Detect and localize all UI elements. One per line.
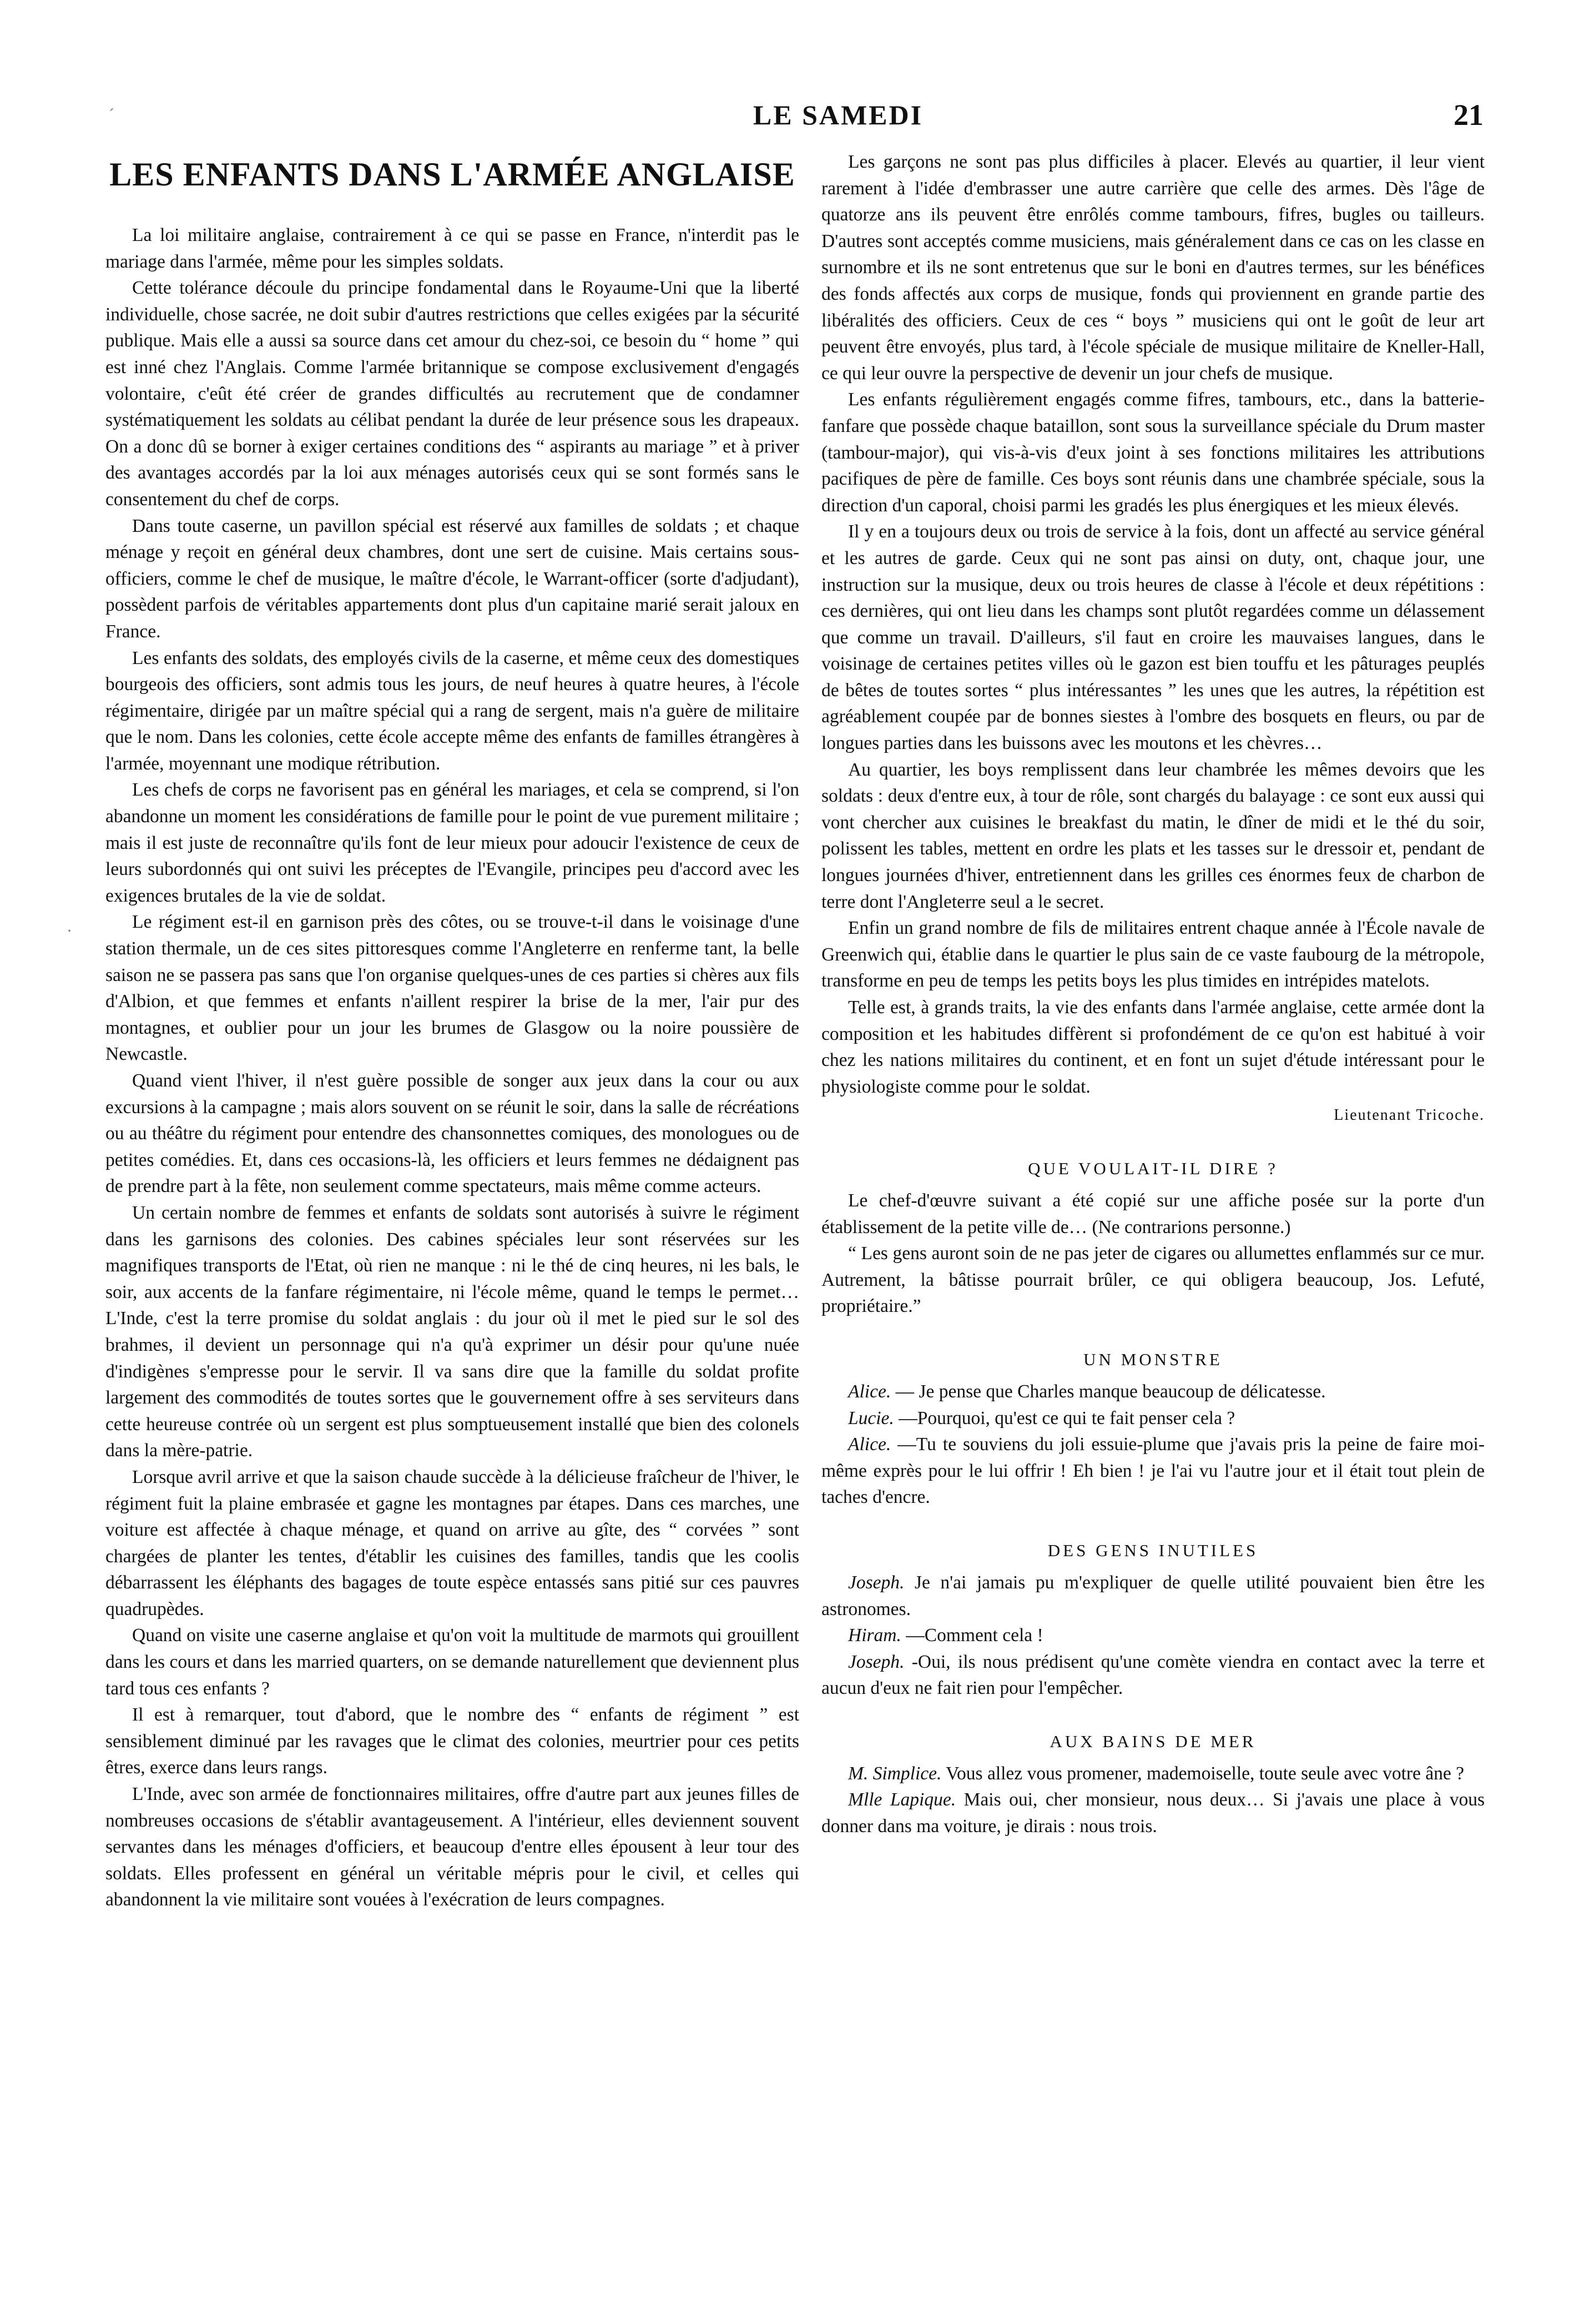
dialogue-line	[821, 1431, 1485, 1511]
speaker-name: Hiram.	[848, 1625, 901, 1646]
speaker-name: Joseph.	[848, 1572, 905, 1593]
dialogue-text: — Je pense que Charles manque beaucoup de délicatesse.	[891, 1381, 1326, 1402]
article-paragraph: Les chefs de corps ne favorisent pas en général les mariages, et cela se comprend, si l'on abandonne un moment les considérations de famille pour le point de vue purement militaire ; mais il est juste de reconnaître qu'ils font de leur mieux pour adoucir l'existence de ceux de leurs subordonnés qui ont suivi les préceptes de l'Evangile, principes peu d'accord avec les exigences brutales de la vie de soldat.	[105, 779, 799, 906]
article-paragraph: Telle est, à grands traits, la vie des enfants dans l'armée anglaise, cette armée dont la composition et les habitudes diffèrent si profondément de ce qu'on est habitué à voir chez les nations militaires du continent, et en font un sujet d'étude intéressant pour le physiologiste comme pour le soldat.	[821, 997, 1485, 1097]
left-column	[105, 150, 799, 1913]
section-title-que-voulait-il-dire: QUE VOULAIT-IL DIRE ?	[1028, 1158, 1278, 1178]
page-number: 21	[1454, 98, 1484, 132]
article-paragraph: Le régiment est-il en garnison près des côtes, ou se trouve-t-il dans le voisinage d'une station thermale, un de ces sites pittoresques comme l'Angleterre en renferme tant, la belle saison ne se passera pas sans que l'on organise quelques-unes de ces parties si chères aux fils d'Albion, et que femmes et enfants n'aillent respirer la brise de la mer, l'air pur des montagnes, et oublier pour un jour les brumes de Glasgow ou la noire poussière de Newcastle.	[105, 912, 799, 1065]
section-paragraph: “ Les gens auront soin de ne pas jeter de cigares ou allumettes enflammés sur ce mur. Autrement, la bâtisse pourrait brûler, ce qui obligera beaucoup, Jos. Lefuté, propriétaire.”	[821, 1243, 1485, 1317]
dialogue-line	[821, 1760, 1485, 1787]
article-paragraph: Quand on visite une caserne anglaise et qu'on voit la multitude de marmots qui grouillent dans les cours et dans les married quarters, on se demande naturellement que deviennent plus tard tous ces enfants ?	[105, 1625, 799, 1699]
dialogue-line	[821, 1405, 1485, 1432]
article-paragraph: Un certain nombre de femmes et enfants de soldats sont autorisés à suivre le régiment dans les garnisons des colonies. Des cabines spéciales leur sont réservées sur les magnifiques transports de l'Etat, où rien ne manque : ni le thé de cinq heures, ni les bals, le soir, aux accents de la fanfare régimentaire, ni l'école même, quand le temps le permet… L'Inde, c'est la terre promise du soldat anglais : du jour où il met le pied sur le sol des brahmes, il devient un personnage qui n'a qu'à exprimer un désir pour qu'une nuée d'indigènes s'empresse pour le servir. Il va sans dire que la famille du soldat profite largement des commodités de toutes sortes que le gouvernement offre à ses serviteurs dans cette heureuse contrée où un sergent est plus somptueusement installé que bien des colonels dans la mère-patrie.	[105, 1202, 799, 1461]
article-paragraph: Quand vient l'hiver, il n'est guère possible de songer aux jeux dans la cour ou aux excursions à la campagne ; mais alors souvent on se réunit le soir, dans la salle de récréations ou au théâtre du régiment pour entendre des chansonnettes comiques, des monologues ou de petites comédies. Et, dans ces occasions-là, les officiers et leurs femmes ne dédaignent pas de prendre part à la fête, non seulement comme spectateurs, mais même comme acteurs.	[105, 1070, 799, 1197]
stray-mark: ´	[109, 105, 114, 124]
speaker-name: Lucie.	[848, 1407, 894, 1428]
dialogue-line	[821, 1649, 1485, 1702]
dialogue-text: —Pourquoi, qu'est ce qui te fait penser cela ?	[894, 1407, 1235, 1428]
stray-mark: ·	[67, 922, 72, 940]
article-title: LES ENFANTS DANS L'ARMÉE ANGLAISE	[109, 156, 795, 193]
dialogue-text: —Tu te souviens du joli essuie-plume que j'avais pris la peine de faire moi-même exprès pour le lui offrir ! Eh bien ! je l'ai vu l'autre jour et il était tout plein de taches d'encre.	[821, 1434, 1485, 1508]
dialogue-text: —Comment cela !	[901, 1625, 1043, 1646]
article-paragraph: Cette tolérance découle du principe fondamental dans le Royaume-Uni que la liberté individuelle, chose sacrée, ne doit subir d'autres restrictions que celles exigées par la sécurité publique. Mais elle a aussi sa source dans cet amour du chez-soi, ce besoin du “ home ” qui est inné chez l'Anglais. Comme l'armée britannique se compose exclusivement d'engagés volontaire, c'eût été créer de grandes difficultés au recrutement que de condamner systématiquement les soldats au célibat pendant la durée de leur présence sous les drapeaux. On a donc dû se borner à exiger certaines conditions des “ aspirants au mariage ” et à priver des avantages accordés par la loi aux ménages autorisés ceux qui se sont formés sans le consentement du chef de corps.	[105, 278, 799, 510]
article-signature: Lieutenant Tricoche.	[1334, 1106, 1485, 1124]
article-paragraph: Lorsque avril arrive et que la saison chaude succède à la délicieuse fraîcheur de l'hiver, le régiment fuit la plaine embrasée et gagne les montagnes par étapes. Dans ces marches, une voiture est affectée à chaque ménage, et quand on arrive au gîte, des “ corvées ” sont chargées de planter les tentes, d'établir les cuisines des familles, tandis que les coolis débarrassent les éléphants des bagages de toute espèce entassés sans pitié sur ces pauvres quadrupèdes.	[105, 1466, 799, 1619]
dialogue-text: Je n'ai jamais pu m'expliquer de quelle utilité pouvaient bien être les astronomes.	[821, 1572, 1485, 1619]
article-paragraph: Dans toute caserne, un pavillon spécial est réservé aux familles de soldats ; et chaque ménage y reçoit en général deux chambres, dont une sert de cuisine. Mais certains sous-officiers, comme le chef de musique, le maître d'école, le Warrant-officer (sorte d'adjudant), possèdent parfois de véritables appartements dont plus d'un capitaine marié serait jaloux en France.	[105, 515, 799, 642]
speaker-name: Joseph.	[848, 1651, 905, 1672]
section-title-un-monstre: UN MONSTRE	[1083, 1349, 1223, 1369]
article-paragraph: Les enfants des soldats, des employés civils de la caserne, et même ceux des domestiques bourgeois des officiers, sont admis tous les jours, de neuf heures à quatre heures, à l'école régimentaire, dirigée par un maître spécial qui a rang de sergent, mais n'a guère de militaire que le nom. Dans les colonies, cette école accepte même des enfants de familles étrangères à l'armée, moyennant une modique rétribution.	[105, 647, 799, 774]
section-title-des-gens-inutiles: DES GENS INUTILES	[1047, 1540, 1259, 1560]
dialogue-line	[821, 1787, 1485, 1839]
speaker-name: Alice.	[848, 1381, 891, 1402]
speaker-name: Alice.	[848, 1434, 891, 1455]
speaker-name: M. Simplice.	[848, 1763, 942, 1784]
right-column	[821, 149, 1485, 1840]
dialogue-text: -Oui, ils nous prédisent qu'une comète viendra en contact avec la terre et aucun d'eux ne fait rien pour l'empêcher.	[821, 1651, 1485, 1699]
article-paragraph: Il y en a toujours deux ou trois de service à la fois, dont un affecté au service général et les autres de garde. Ceux qui ne sont pas ainsi on duty, ont, chaque jour, une instruction sur la musique, deux ou trois heures de classe à l'école et deux répétitions : ces dernières, qui ont lieu dans les champs sont plutôt regardées comme un délassement que comme un travail. D'ailleurs, s'il faut en croire les mauvaises langues, dans le voisinage de certaines petites villes où le gazon est bien touffu et les pâturages peuplés de bêtes de toutes sortes “ plus intéressantes ” les unes que les autres, la répétition est agréablement coupée par de bonnes siestes à l'ombre des bosquets en fleurs, ou par de longues parties dans les buissons avec les moutons et les chèvres…	[821, 521, 1485, 754]
section-title-aux-bains-de-mer: AUX BAINS DE MER	[1050, 1731, 1257, 1751]
article-paragraph: Au quartier, les boys remplissent dans leur chambrée les mêmes devoirs que les soldats : deux d'entre eux, à tour de rôle, sont chargés du balayage : ce sont eux aussi qui vont chercher aux cuisines le breakfast du matin, le dîner de midi et le thé du soir, polissent les tables, mettent en ordre les plats et les tasses sur le dressoir et, pendant de longues journées d'hiver, entretiennent dans les grilles ces énormes feux de charbon de terre dont l'Angleterre seul a le secret.	[821, 759, 1485, 912]
article-paragraph: Enfin un grand nombre de fils de militaires entrent chaque année à l'École navale de Greenwich qui, établie dans le quartier le plus sain de ce vaste faubourg de la métropole, transforme en peu de temps les petits boys les plus timides en intrépides matelots.	[821, 918, 1485, 992]
dialogue-text: Vous allez vous promener, mademoiselle, toute seule avec votre âne ?	[941, 1763, 1465, 1784]
dialogue-text: Mais oui, cher monsieur, nous deux… Si j'avais une place à vous donner dans ma voiture, je dirais : nous trois.	[821, 1789, 1485, 1837]
speaker-name: Mlle Lapique.	[848, 1789, 956, 1810]
dialogue-line	[821, 1570, 1485, 1622]
dialogue-line	[821, 1622, 1485, 1649]
section-paragraph: Le chef-d'œuvre suivant a été copié sur une affiche posée sur la porte d'un établissement de la petite ville de… (Ne contrarions personne.)	[821, 1190, 1485, 1238]
article-paragraph: L'Inde, avec son armée de fonctionnaires militaires, offre d'autre part aux jeunes filles de nombreuses occasions de s'établir avantageusement. A l'intérieur, elles deviennent souvent servantes dans les ménages d'officiers, et beaucoup d'entre elles épousent à leur tour des soldats. Elles professent en général un véritable mépris pour le civil, et celles qui abandonnent la vie militaire sont vouées à l'exécration de leurs compagnes.	[105, 1784, 799, 1910]
masthead-title: LE SAMEDI	[753, 99, 924, 130]
article-paragraph: Les enfants régulièrement engagés comme fifres, tambours, etc., dans la batterie-fanfare que possède chaque bataillon, sont sous la surveillance spéciale du Drum master (tambour-major), qui vis-à-vis d'eux joint à ses fonctions militaires les attributions pacifiques de père de famille. Ces boys sont réunis dans une chambrée spéciale, sous la direction d'un caporal, choisi parmi les gradés les plus énergiques et les mieux élevés.	[821, 389, 1485, 516]
article-paragraph: La loi militaire anglaise, contrairement à ce qui se passe en France, n'interdit pas le mariage dans l'armée, même pour les simples soldats.	[105, 225, 799, 272]
article-paragraph: Il est à remarquer, tout d'abord, que le nombre des “ enfants de régiment ” est sensiblement diminué par les ravages que le climat des colonies, meurtrier pour ces petits êtres, exerce dans leurs rangs.	[105, 1704, 799, 1778]
dialogue-line	[821, 1379, 1485, 1405]
article-paragraph: Les garçons ne sont pas plus difficiles à placer. Elevés au quartier, il leur vient rarement à l'idée d'embrasser une autre carrière que celle des armes. Dès l'âge de quatorze ans ils peuvent être enrôlés comme tambours, fifres, bugles ou tailleurs. D'autres sont acceptés comme musiciens, mais généralement dans ce cas on les classe en surnombre et ils ne sont entretenus que sur le boni en d'autres termes, sur les bénéfices des fonds affectés aux corps de musique, fonds qui proviennent en grande partie des libéralités des officiers. Ceux de ces “ boys ” musiciens qui ont le goût de leur art peuvent être envoyés, plus tard, à l'école spéciale de musique militaire de Kneller-Hall, ce qui leur ouvre la perspective de devenir un jour chefs de musique.	[821, 152, 1485, 384]
